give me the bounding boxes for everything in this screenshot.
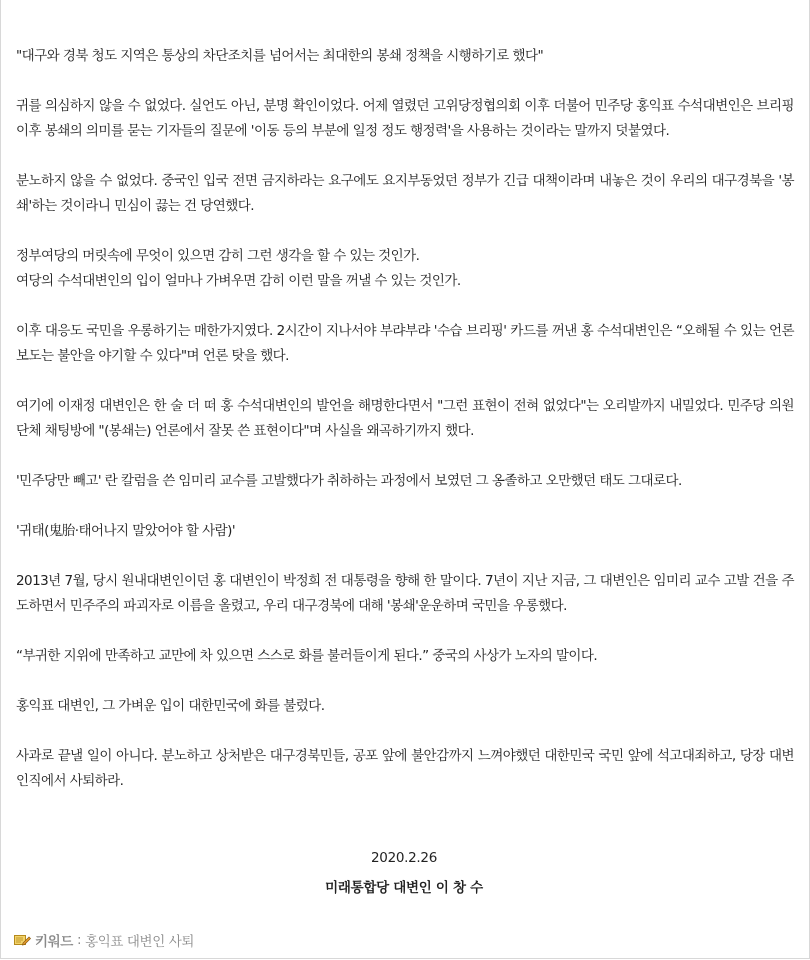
- keyword-separator: :: [76, 932, 82, 948]
- article-body: [16, 44, 794, 819]
- article-paragraph: 분노하지 않을 수 없었다. 중국인 입국 전면 금지하라는 요구에도 요지부동었던 정부가 긴급 대책이라며 내놓은 것이 우리의 대구경북을 '봉쇄'하는 것이라니 민심이 끓는 건 당연했다.: [16, 173, 794, 214]
- statement-date: 2020.2.26: [370, 850, 437, 866]
- article-paragraph: 홍익표 대변인, 그 가벼운 입이 대한민국에 화를 불렀다.: [16, 698, 325, 714]
- article-paragraph: '귀태(鬼胎·태어나지 말았어야 할 사람)': [16, 523, 236, 539]
- article-paragraph: 이후 대응도 국민을 우롱하기는 매한가지였다. 2시간이 지나서야 부랴부랴 '수습 브리핑' 카드를 꺼낸 홍 수석대변인은 “오해될 수 있는 언론 보도는 불안을 야기할 수 있다"며 언론 탓을 했다.: [16, 323, 794, 364]
- article-paragraph: 2013년 7월, 당시 원내대변인이던 홍 대변인이 박정희 전 대통령을 향해 한 말이다. 7년이 지난 지금, 그 대변인은 임미리 교수 고발 건을 주도하면서 민주주의 파괴자로 이름을 올렸고, 우리 대구경북에 대해 '봉쇄'운운하며 국민을 우롱했다.: [16, 573, 794, 614]
- keyword-bar: [14, 930, 194, 950]
- article-paragraph: 정부여당의 머릿속에 무엇이 있으면 감히 그런 생각을 할 수 있는 것인가. 여당의 수석대변인의 입이 얼마나 가벼우면 감히 이런 말을 꺼낼 수 있는 것인가.: [16, 248, 461, 289]
- statement-author: 미래통합당 대변인 이 창 수: [325, 880, 483, 896]
- keyword-label: 키워드: [35, 934, 73, 950]
- keyword-value[interactable]: 홍익표 대변인 사퇴: [85, 934, 195, 950]
- article-paragraph: 사과로 끝낼 일이 아니다. 분노하고 상처받은 대구경북민들, 공포 앞에 불안감까지 느껴야했던 대한민국 국민 앞에 석고대죄하고, 당장 대변인직에서 사퇴하라.: [16, 748, 794, 789]
- article-paragraph: "대구와 경북 청도 지역은 통상의 차단조치를 넘어서는 최대한의 봉쇄 정책을 시행하기로 했다": [16, 48, 544, 64]
- article-paragraph: 귀를 의심하지 않을 수 없었다. 실언도 아닌, 분명 확인이었다. 어제 열렸던 고위당정협의회 이후 더불어 민주당 홍익표 수석대변인은 브리핑 이후 봉쇄의 의미를 묻는 기자들의 질문에 '이동 등의 부분에 일정 정도 행정력'을 사용하는 것이라는 말까지 덧붙였다.: [16, 98, 794, 139]
- pencil-note-icon: [14, 934, 31, 946]
- article-paragraph: '민주당만 빼고' 란 칼럼을 쓴 임미리 교수를 고발했다가 취하하는 과정에서 보였던 그 옹졸하고 오만했던 태도 그대로다.: [16, 473, 682, 489]
- article-paragraph: “부귀한 지위에 만족하고 교만에 차 있으면 스스로 화를 불러들이게 된다.” 중국의 사상가 노자의 말이다.: [16, 648, 598, 664]
- article-paragraph: 여기에 이재정 대변인은 한 술 더 떠 홍 수석대변인의 발언을 해명한다면서 "그런 표현이 전혀 없었다"는 오리발까지 내밀었다. 민주당 의원 단체 채팅방에 "(봉쇄는) 언론에서 잘못 쓴 표현이다"며 사실을 왜곡하기까지 했다.: [16, 398, 794, 439]
